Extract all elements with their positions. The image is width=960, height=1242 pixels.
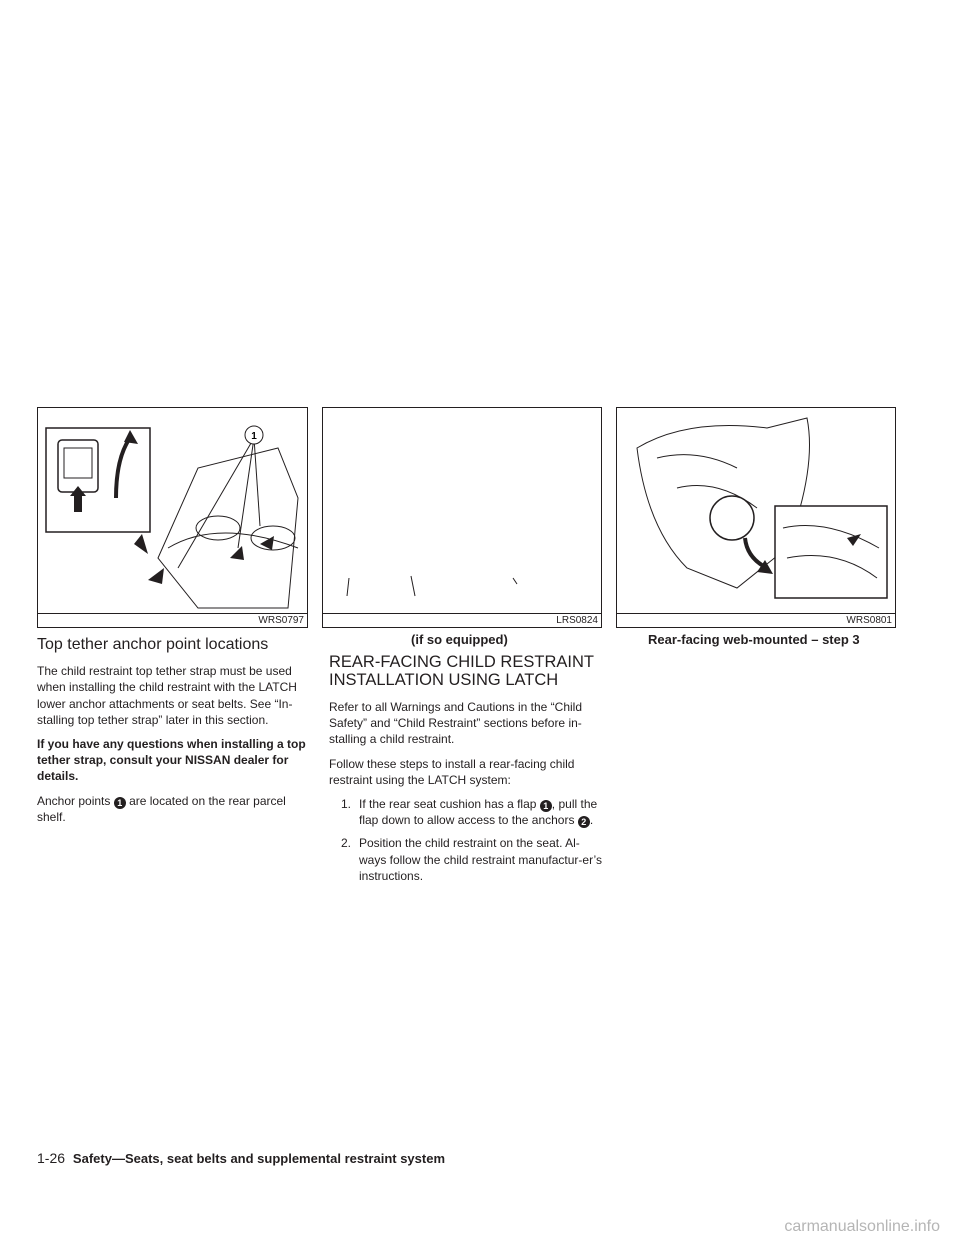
figure-latch (322, 407, 602, 628)
figure-code: WRS0797 (38, 613, 307, 627)
figure-code: LRS0824 (323, 613, 601, 627)
latch-illustration (323, 408, 602, 616)
paragraph-steps-intro: Follow these steps to install a rear-facing child restraint using the LATCH system: (329, 756, 575, 787)
callout-2-icon: 2 (578, 816, 590, 828)
paragraph-dealer-note: If you have any questions when installing a top tether strap, consult your NISSAN dealer for details. (37, 737, 306, 784)
page-footer (37, 1150, 445, 1167)
figure-caption-top-tether: Top tether anchor point locations (37, 636, 269, 653)
figure-rear-facing (616, 407, 896, 628)
callout-number: 1 (251, 431, 257, 442)
steps-list (329, 796, 602, 884)
figure-caption-latch: (if so equipped) (411, 632, 508, 647)
figure-code: WRS0801 (617, 613, 895, 627)
figure-top-tether (37, 407, 308, 628)
chapter-title: Safety—Seats, seat belts and supplemental restraint system (72, 1151, 446, 1166)
figure-caption-rear-facing: Rear-facing web-mounted – step 3 (648, 632, 860, 647)
watermark: carmanualsonline.info (784, 1218, 940, 1235)
column-1 (37, 637, 308, 833)
list-item: 1. If the rear seat cushion has a flap 1 , pull the flap down to allow access to the anchors 2 . (341, 797, 598, 828)
section-heading: REAR-FACING CHILD RESTRAINT INSTALLATION USING LATCH (329, 653, 594, 689)
callout-1-icon: 1 (540, 800, 552, 812)
column-2 (329, 653, 602, 891)
rear-facing-illustration (617, 408, 896, 616)
paragraph-warnings: Refer to all Warnings and Cautions in the “Child Safety” and “Child Restraint” sections before in-stalling a child restraint. (329, 700, 583, 747)
page-number: 1-26 (37, 1150, 66, 1166)
paragraph-tether-required: The child restraint top tether strap must be used when installing the child restraint with the LATCH lower anchor attachments or seat belts. See “In-stalling top tether strap” later in this section. (37, 664, 297, 727)
paragraph-anchor-points: Anchor points 1 are located on the rear parcel shelf. (37, 793, 286, 824)
seat-illustration (38, 408, 308, 616)
callout-1-icon: 1 (114, 797, 126, 809)
list-item: 2. Position the child restraint on the seat. Al-ways follow the child restraint manufactur-er’s instructions. (341, 836, 602, 883)
